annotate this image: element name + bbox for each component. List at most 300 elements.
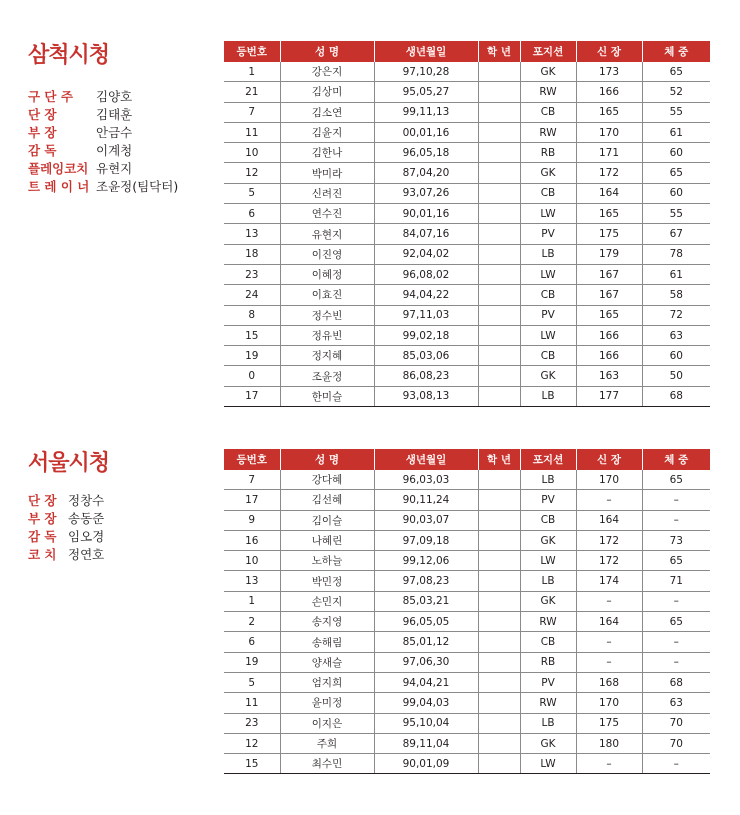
position-cell: GK <box>520 62 576 82</box>
jersey-number-cell: 1 <box>224 591 280 611</box>
header-row <box>224 449 710 470</box>
player-name-cell: 윤미정 <box>280 693 374 713</box>
birth-date-cell: 85,01,12 <box>374 632 478 652</box>
jersey-number-cell: 12 <box>224 733 280 753</box>
position-cell: GK <box>520 366 576 386</box>
grade-cell <box>478 693 520 713</box>
weight-cell: 68 <box>642 386 710 406</box>
player-name-cell: 김선혜 <box>280 490 374 510</box>
weight-cell: 61 <box>642 264 710 284</box>
staff-item <box>28 546 104 564</box>
birth-date-cell: 90,03,07 <box>374 510 478 530</box>
grade-cell <box>478 143 520 163</box>
grade-cell <box>478 305 520 325</box>
staff-role: 감 독 <box>28 529 57 544</box>
player-name-cell: 강은지 <box>280 62 374 82</box>
jersey-number-cell: 17 <box>224 386 280 406</box>
grade-cell <box>478 325 520 345</box>
roster-body <box>224 62 710 407</box>
grade-cell <box>478 264 520 284</box>
table-row <box>224 183 710 203</box>
birth-date-cell: 92,04,02 <box>374 244 478 264</box>
grade-cell <box>478 612 520 632</box>
birth-date-cell: 85,03,06 <box>374 346 478 366</box>
roster-table <box>224 41 710 407</box>
table-row <box>224 551 710 571</box>
column-header-grade: 학 년 <box>478 449 520 470</box>
height-cell: 165 <box>576 204 642 224</box>
player-name-cell: 유현지 <box>280 224 374 244</box>
height-cell: 175 <box>576 224 642 244</box>
weight-cell: 58 <box>642 285 710 305</box>
weight-cell: 55 <box>642 204 710 224</box>
table-row <box>224 224 710 244</box>
weight-cell: 63 <box>642 693 710 713</box>
birth-date-cell: 93,07,26 <box>374 183 478 203</box>
position-cell: CB <box>520 183 576 203</box>
birth-date-cell: 97,09,18 <box>374 530 478 550</box>
weight-cell: 65 <box>642 470 710 490</box>
table-row <box>224 366 710 386</box>
staff-list <box>28 492 104 564</box>
birth-date-cell: 94,04,21 <box>374 672 478 692</box>
player-name-cell: 김한나 <box>280 143 374 163</box>
weight-cell: 78 <box>642 244 710 264</box>
weight-cell: 52 <box>642 82 710 102</box>
column-header-birth-date: 생년월일 <box>374 449 478 470</box>
birth-date-cell: 97,11,03 <box>374 305 478 325</box>
player-name-cell: 박민정 <box>280 571 374 591</box>
jersey-number-cell: 0 <box>224 366 280 386</box>
birth-date-cell: 96,03,03 <box>374 470 478 490</box>
position-cell: LB <box>520 470 576 490</box>
jersey-number-cell: 7 <box>224 102 280 122</box>
weight-cell: 60 <box>642 143 710 163</box>
staff-role: 트 레 이 너 <box>28 179 90 194</box>
height-cell: 166 <box>576 346 642 366</box>
table-row <box>224 244 710 264</box>
height-cell: 170 <box>576 122 642 142</box>
birth-date-cell: 93,08,13 <box>374 386 478 406</box>
column-header-position: 포지션 <box>520 41 576 62</box>
position-cell: CB <box>520 102 576 122</box>
grade-cell <box>478 346 520 366</box>
grade-cell <box>478 510 520 530</box>
staff-item <box>28 178 178 196</box>
player-name-cell: 최수민 <box>280 754 374 774</box>
player-name-cell: 송지영 <box>280 612 374 632</box>
table-row <box>224 652 710 672</box>
table-row <box>224 204 710 224</box>
height-cell: 177 <box>576 386 642 406</box>
table-row <box>224 632 710 652</box>
position-cell: GK <box>520 591 576 611</box>
weight-cell: – <box>642 754 710 774</box>
player-name-cell: 엄지희 <box>280 672 374 692</box>
weight-cell: – <box>642 510 710 530</box>
staff-item <box>28 528 104 546</box>
birth-date-cell: 90,11,24 <box>374 490 478 510</box>
player-name-cell: 연수진 <box>280 204 374 224</box>
height-cell: 164 <box>576 612 642 632</box>
position-cell: GK <box>520 163 576 183</box>
weight-cell: – <box>642 652 710 672</box>
team-title: 삼척시청 <box>28 43 110 68</box>
jersey-number-cell: 5 <box>224 672 280 692</box>
jersey-number-cell: 2 <box>224 612 280 632</box>
player-name-cell: 송해림 <box>280 632 374 652</box>
height-cell: 179 <box>576 244 642 264</box>
player-name-cell: 김윤지 <box>280 122 374 142</box>
jersey-number-cell: 24 <box>224 285 280 305</box>
grade-cell <box>478 122 520 142</box>
jersey-number-cell: 11 <box>224 122 280 142</box>
staff-name: 임오경 <box>68 529 105 544</box>
table-row <box>224 163 710 183</box>
birth-date-cell: 84,07,16 <box>374 224 478 244</box>
grade-cell <box>478 652 520 672</box>
birth-date-cell: 99,02,18 <box>374 325 478 345</box>
birth-date-cell: 97,10,28 <box>374 62 478 82</box>
birth-date-cell: 99,12,06 <box>374 551 478 571</box>
column-header-jersey-number: 등번호 <box>224 449 280 470</box>
jersey-number-cell: 19 <box>224 652 280 672</box>
column-header-weight: 체 중 <box>642 41 710 62</box>
grade-cell <box>478 632 520 652</box>
weight-cell: 63 <box>642 325 710 345</box>
height-cell: 170 <box>576 470 642 490</box>
table-row <box>224 470 710 490</box>
grade-cell <box>478 366 520 386</box>
height-cell: 180 <box>576 733 642 753</box>
table-row <box>224 571 710 591</box>
weight-cell: 67 <box>642 224 710 244</box>
weight-cell: 61 <box>642 122 710 142</box>
table-row <box>224 305 710 325</box>
height-cell: 172 <box>576 551 642 571</box>
staff-role: 부 장 <box>28 511 57 526</box>
height-cell: – <box>576 754 642 774</box>
player-name-cell: 정유빈 <box>280 325 374 345</box>
staff-name: 조윤정(팀닥터) <box>96 179 179 194</box>
jersey-number-cell: 19 <box>224 346 280 366</box>
table-row <box>224 591 710 611</box>
staff-item <box>28 492 104 510</box>
birth-date-cell: 00,01,16 <box>374 122 478 142</box>
weight-cell: – <box>642 591 710 611</box>
position-cell: GK <box>520 733 576 753</box>
height-cell: – <box>576 652 642 672</box>
column-header-position: 포지션 <box>520 449 576 470</box>
player-name-cell: 박미라 <box>280 163 374 183</box>
staff-role: 단 장 <box>28 107 57 122</box>
height-cell: 164 <box>576 183 642 203</box>
height-cell: 166 <box>576 82 642 102</box>
staff-item <box>28 142 178 160</box>
player-name-cell: 양새슬 <box>280 652 374 672</box>
grade-cell <box>478 183 520 203</box>
weight-cell: 60 <box>642 346 710 366</box>
staff-role: 코 치 <box>28 547 57 562</box>
height-cell: 173 <box>576 62 642 82</box>
player-name-cell: 신려진 <box>280 183 374 203</box>
staff-name: 정연호 <box>68 547 105 562</box>
birth-date-cell: 95,05,27 <box>374 82 478 102</box>
grade-cell <box>478 530 520 550</box>
table-row <box>224 490 710 510</box>
jersey-number-cell: 16 <box>224 530 280 550</box>
table-row <box>224 672 710 692</box>
table-row <box>224 754 710 774</box>
height-cell: 171 <box>576 143 642 163</box>
grade-cell <box>478 733 520 753</box>
column-header-player-name: 성 명 <box>280 41 374 62</box>
staff-role: 구 단 주 <box>28 89 73 104</box>
player-name-cell: 손민지 <box>280 591 374 611</box>
jersey-number-cell: 9 <box>224 510 280 530</box>
position-cell: PV <box>520 224 576 244</box>
grade-cell <box>478 490 520 510</box>
height-cell: – <box>576 490 642 510</box>
height-cell: 167 <box>576 285 642 305</box>
height-cell: 172 <box>576 530 642 550</box>
weight-cell: 65 <box>642 62 710 82</box>
column-header-height: 신 장 <box>576 449 642 470</box>
birth-date-cell: 87,04,20 <box>374 163 478 183</box>
position-cell: LB <box>520 713 576 733</box>
staff-role: 감 독 <box>28 143 57 158</box>
height-cell: – <box>576 591 642 611</box>
grade-cell <box>478 102 520 122</box>
staff-item <box>28 106 178 124</box>
staff-name: 송동준 <box>68 511 105 526</box>
jersey-number-cell: 23 <box>224 264 280 284</box>
column-header-grade: 학 년 <box>478 41 520 62</box>
jersey-number-cell: 5 <box>224 183 280 203</box>
player-name-cell: 이지은 <box>280 713 374 733</box>
weight-cell: 68 <box>642 672 710 692</box>
team-title: 서울시청 <box>28 451 110 476</box>
height-cell: 172 <box>576 163 642 183</box>
player-name-cell: 주희 <box>280 733 374 753</box>
birth-date-cell: 95,10,04 <box>374 713 478 733</box>
position-cell: LB <box>520 571 576 591</box>
table-row <box>224 82 710 102</box>
position-cell: CB <box>520 285 576 305</box>
position-cell: PV <box>520 305 576 325</box>
grade-cell <box>478 551 520 571</box>
player-name-cell: 이진영 <box>280 244 374 264</box>
weight-cell: – <box>642 490 710 510</box>
staff-role: 플레잉코치 <box>28 161 89 176</box>
table-row <box>224 62 710 82</box>
grade-cell <box>478 163 520 183</box>
jersey-number-cell: 7 <box>224 470 280 490</box>
position-cell: LW <box>520 754 576 774</box>
position-cell: RB <box>520 143 576 163</box>
table-row <box>224 264 710 284</box>
player-name-cell: 한미슬 <box>280 386 374 406</box>
weight-cell: 65 <box>642 163 710 183</box>
staff-name: 김양호 <box>96 89 133 104</box>
weight-cell: 71 <box>642 571 710 591</box>
player-name-cell: 김소연 <box>280 102 374 122</box>
grade-cell <box>478 224 520 244</box>
table-row <box>224 285 710 305</box>
position-cell: LW <box>520 325 576 345</box>
position-cell: RW <box>520 82 576 102</box>
jersey-number-cell: 10 <box>224 551 280 571</box>
player-name-cell: 나혜린 <box>280 530 374 550</box>
position-cell: LW <box>520 264 576 284</box>
position-cell: RW <box>520 612 576 632</box>
table-row <box>224 510 710 530</box>
birth-date-cell: 99,04,03 <box>374 693 478 713</box>
weight-cell: 72 <box>642 305 710 325</box>
staff-item <box>28 88 178 106</box>
weight-cell: 65 <box>642 551 710 571</box>
grade-cell <box>478 571 520 591</box>
position-cell: CB <box>520 632 576 652</box>
jersey-number-cell: 11 <box>224 693 280 713</box>
table-row <box>224 325 710 345</box>
staff-item <box>28 510 104 528</box>
jersey-number-cell: 17 <box>224 490 280 510</box>
jersey-number-cell: 15 <box>224 325 280 345</box>
birth-date-cell: 96,08,02 <box>374 264 478 284</box>
jersey-number-cell: 6 <box>224 204 280 224</box>
table-row <box>224 386 710 406</box>
birth-date-cell: 94,04,22 <box>374 285 478 305</box>
position-cell: LB <box>520 386 576 406</box>
birth-date-cell: 90,01,16 <box>374 204 478 224</box>
grade-cell <box>478 470 520 490</box>
position-cell: PV <box>520 672 576 692</box>
table-row <box>224 530 710 550</box>
position-cell: CB <box>520 510 576 530</box>
staff-item <box>28 124 178 142</box>
roster-body <box>224 470 710 774</box>
staff-list <box>28 88 178 196</box>
staff-name: 이계청 <box>96 143 133 158</box>
table-row <box>224 143 710 163</box>
birth-date-cell: 86,08,23 <box>374 366 478 386</box>
jersey-number-cell: 13 <box>224 224 280 244</box>
position-cell: LB <box>520 244 576 264</box>
height-cell: 165 <box>576 102 642 122</box>
weight-cell: – <box>642 632 710 652</box>
staff-name: 유현지 <box>96 161 133 176</box>
height-cell: – <box>576 632 642 652</box>
height-cell: 167 <box>576 264 642 284</box>
grade-cell <box>478 82 520 102</box>
weight-cell: 70 <box>642 733 710 753</box>
height-cell: 163 <box>576 366 642 386</box>
height-cell: 175 <box>576 713 642 733</box>
birth-date-cell: 89,11,04 <box>374 733 478 753</box>
weight-cell: 65 <box>642 612 710 632</box>
column-header-player-name: 성 명 <box>280 449 374 470</box>
grade-cell <box>478 672 520 692</box>
birth-date-cell: 96,05,18 <box>374 143 478 163</box>
header-row <box>224 41 710 62</box>
player-name-cell: 강다혜 <box>280 470 374 490</box>
jersey-number-cell: 23 <box>224 713 280 733</box>
table-row <box>224 713 710 733</box>
staff-role: 단 장 <box>28 493 57 508</box>
birth-date-cell: 97,06,30 <box>374 652 478 672</box>
grade-cell <box>478 285 520 305</box>
jersey-number-cell: 18 <box>224 244 280 264</box>
jersey-number-cell: 15 <box>224 754 280 774</box>
column-header-height: 신 장 <box>576 41 642 62</box>
staff-name: 정창수 <box>68 493 105 508</box>
staff-role: 부 장 <box>28 125 57 140</box>
jersey-number-cell: 6 <box>224 632 280 652</box>
jersey-number-cell: 1 <box>224 62 280 82</box>
player-name-cell: 정수빈 <box>280 305 374 325</box>
height-cell: 168 <box>576 672 642 692</box>
table-row <box>224 122 710 142</box>
height-cell: 170 <box>576 693 642 713</box>
table-row <box>224 693 710 713</box>
staff-name: 김태훈 <box>96 107 133 122</box>
grade-cell <box>478 386 520 406</box>
jersey-number-cell: 13 <box>224 571 280 591</box>
birth-date-cell: 90,01,09 <box>374 754 478 774</box>
height-cell: 165 <box>576 305 642 325</box>
position-cell: LW <box>520 204 576 224</box>
grade-cell <box>478 591 520 611</box>
jersey-number-cell: 12 <box>224 163 280 183</box>
player-name-cell: 김이슬 <box>280 510 374 530</box>
jersey-number-cell: 10 <box>224 143 280 163</box>
grade-cell <box>478 713 520 733</box>
birth-date-cell: 96,05,05 <box>374 612 478 632</box>
column-header-weight: 체 중 <box>642 449 710 470</box>
position-cell: RB <box>520 652 576 672</box>
position-cell: RW <box>520 693 576 713</box>
weight-cell: 50 <box>642 366 710 386</box>
jersey-number-cell: 8 <box>224 305 280 325</box>
position-cell: GK <box>520 530 576 550</box>
table-row <box>224 102 710 122</box>
jersey-number-cell: 21 <box>224 82 280 102</box>
grade-cell <box>478 204 520 224</box>
weight-cell: 55 <box>642 102 710 122</box>
staff-item <box>28 160 178 178</box>
position-cell: CB <box>520 346 576 366</box>
table-row <box>224 612 710 632</box>
player-name-cell: 이혜정 <box>280 264 374 284</box>
table-row <box>224 346 710 366</box>
height-cell: 166 <box>576 325 642 345</box>
player-name-cell: 김상미 <box>280 82 374 102</box>
player-name-cell: 이효진 <box>280 285 374 305</box>
player-name-cell: 정지혜 <box>280 346 374 366</box>
weight-cell: 73 <box>642 530 710 550</box>
player-name-cell: 조윤정 <box>280 366 374 386</box>
grade-cell <box>478 244 520 264</box>
birth-date-cell: 99,11,13 <box>374 102 478 122</box>
position-cell: RW <box>520 122 576 142</box>
player-name-cell: 노하늘 <box>280 551 374 571</box>
column-header-jersey-number: 등번호 <box>224 41 280 62</box>
height-cell: 164 <box>576 510 642 530</box>
staff-name: 안금수 <box>96 125 133 140</box>
grade-cell <box>478 754 520 774</box>
position-cell: LW <box>520 551 576 571</box>
